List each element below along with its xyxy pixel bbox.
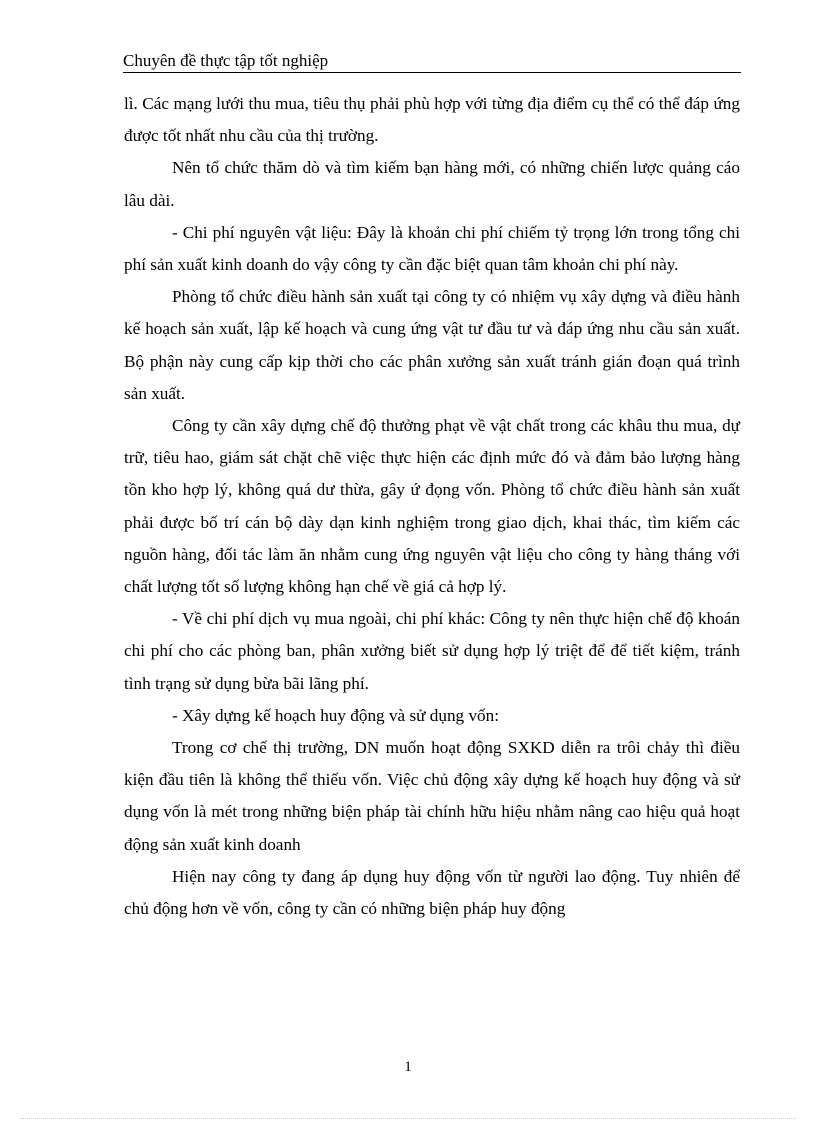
paragraph: - Chi phí nguyên vật liệu: Đây là khoản chi phí chiếm tỷ trọng lớn trong tổng chi phí sản xuất kinh doanh do vậy công ty cần đặc biệt quan tâm khoản chi phí này. (124, 222, 740, 275)
document-body (124, 88, 740, 925)
paragraph: Phòng tổ chức điều hành sản xuất tại công ty có nhiệm vụ xây dựng và điều hành kế hoạch sản xuất, lập kế hoạch và cung ứng vật tư đầu tư và đáp ứng nhu cầu sản xuất. Bộ phận này cung cấp kịp thời cho các phân xưởng sản xuất tránh gián đoạn quá trình sản xuất. (124, 287, 740, 403)
page-bottom-divider (20, 1118, 796, 1119)
paragraph: - Về chi phí dịch vụ mua ngoài, chi phí khác: Công ty nên thực hiện chế độ khoán chi phí cho các phòng ban, phân xưởng biết sử dụng hợp lý triệt để để tiết kiệm, tránh tình trạng sử dụng bừa bãi lãng phí. (124, 609, 740, 693)
paragraph: lì. Các mạng lưới thu mua, tiêu thụ phải phù hợp với từng địa điểm cụ thể có thể đáp ứng được tốt nhất nhu cầu của thị trường. (124, 94, 740, 146)
paragraph: Hiện nay công ty đang áp dụng huy động vốn từ người lao động. Tuy nhiên để chủ động hơn về vốn, công ty cần có những biện pháp huy động (124, 866, 740, 919)
paragraph: Nên tổ chức thăm dò và tìm kiếm bạn hàng mới, có những chiến lược quảng cáo lâu dài. (124, 158, 740, 210)
paragraph: Công ty cần xây dựng chế độ thưởng phạt về vật chất trong các khâu thu mua, dự trữ, tiêu hao, giám sát chặt chẽ việc thực hiện các định mức đó và đảm bảo lượng hàng tồn kho hợp lý, không quá dư thừa, gây ứ đọng vốn. Phòng tổ chức điều hành sản xuất phải được bố trí cán bộ dày dạn kinh nghiệm trong giao dịch, khai thác, tìm kiếm các nguồn hàng, đối tác làm ăn nhằm cung ứng nguyên vật liệu cho công ty hàng tháng với chất lượng tốt số lượng không hạn chế về giá cả hợp lý. (124, 416, 740, 597)
paragraph: - Xây dựng kế hoạch huy động và sử dụng vốn: (172, 705, 499, 725)
page-number: 1 (404, 1059, 412, 1075)
paragraph: Trong cơ chế thị trường, DN muốn hoạt động SXKD diễn ra trôi chảy thì điều kiện đầu tiên là không thể thiếu vốn. Việc chủ động xây dựng kế hoạch huy động và sử dụng vốn là mét trong những biện pháp tài chính hữu hiệu nhằm nâng cao hiệu quả hoạt động sản xuất kinh doanh (124, 738, 740, 854)
page-header-title: Chuyên đề thực tập tốt nghiệp (123, 50, 741, 73)
